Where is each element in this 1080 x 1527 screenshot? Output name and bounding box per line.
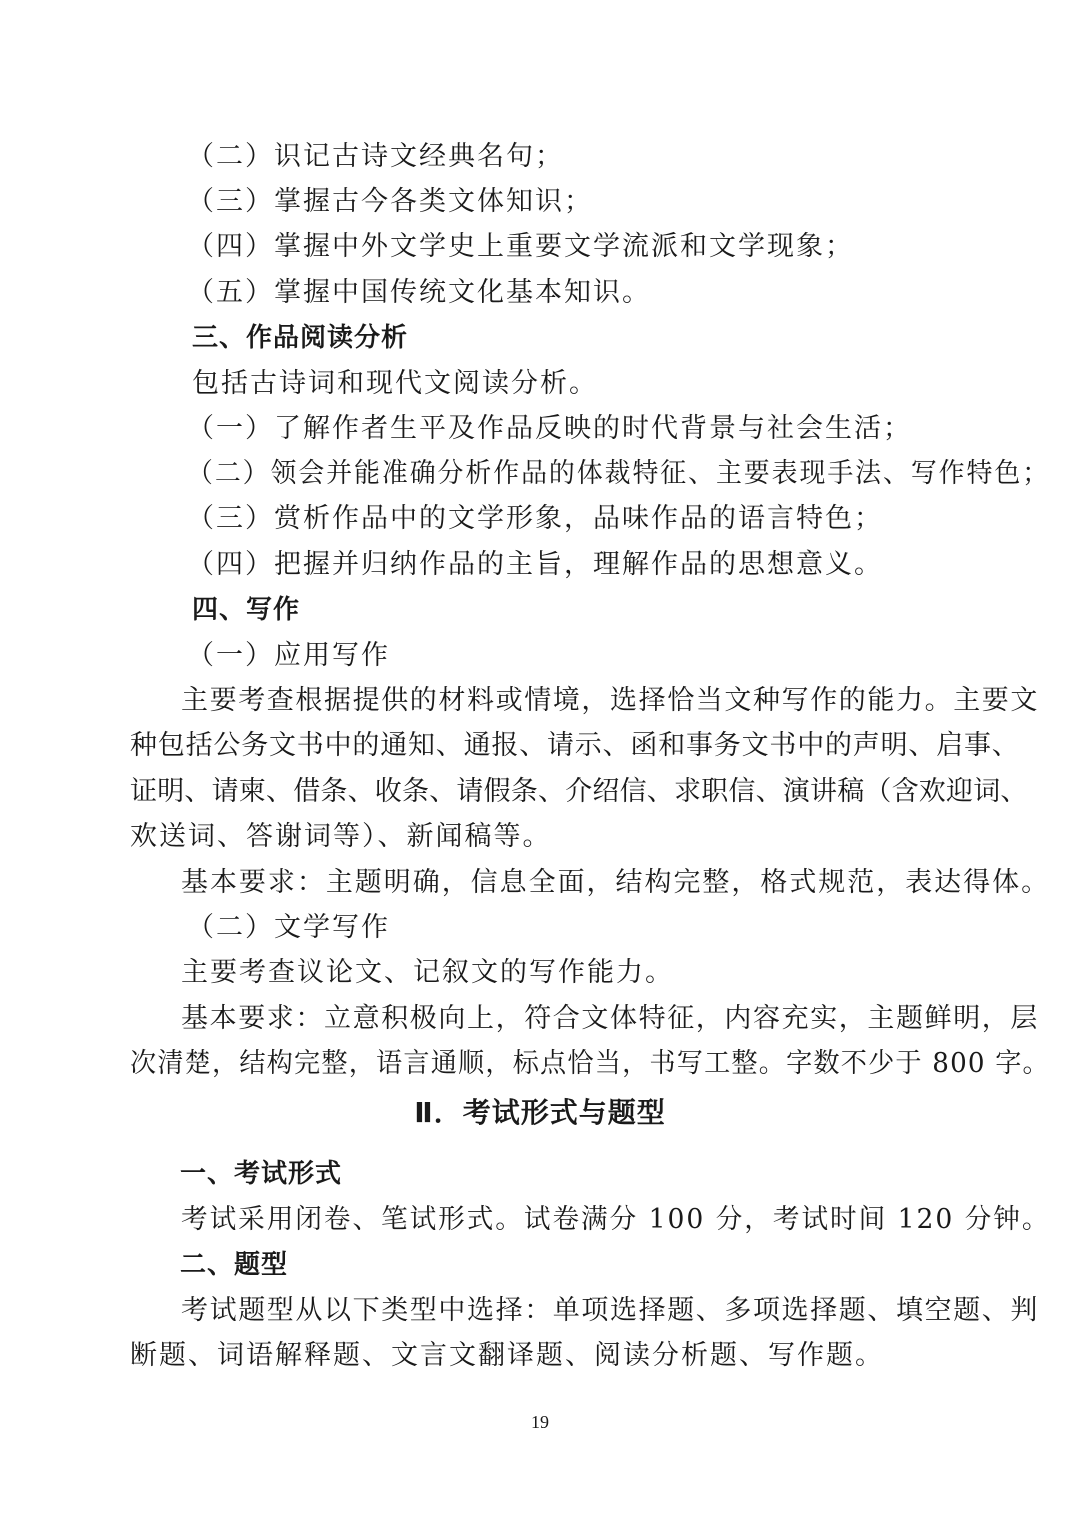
- list-item: （一）了解作者生平及作品反映的时代背景与社会生活；: [187, 413, 912, 444]
- paragraph-line: 基本要求：立意积极向上，符合文体特征，内容充实，主题鲜明，层: [181, 1003, 1039, 1034]
- list-item: （三）赏析作品中的文学形象，品味作品的语言特色；: [187, 503, 883, 534]
- paragraph-line: 包括古诗词和现代文阅读分析。: [192, 368, 598, 399]
- list-item: （二）领会并能准确分析作品的体裁特征、主要表现手法、写作特色；: [187, 458, 1051, 489]
- paragraph-line: 主要考查议论文、记叙文的写作能力。: [181, 957, 674, 988]
- list-item: （三）掌握古今各类文体知识；: [187, 186, 593, 217]
- paragraph-line: 主要考查根据提供的材料或情境，选择恰当文种写作的能力。主要文: [181, 685, 1039, 716]
- paragraph-line: 考试采用闭卷、笔试形式。试卷满分 100 分，考试时间 120 分钟。: [181, 1204, 1051, 1235]
- page-number: 19: [531, 1412, 549, 1432]
- section-heading: 三、作品阅读分析: [192, 323, 409, 353]
- paragraph-line: 考试题型从以下类型中选择：单项选择题、多项选择题、填空题、判: [181, 1295, 1039, 1326]
- section-heading: 一、考试形式: [180, 1159, 343, 1189]
- chapter-heading: Ⅱ．考试形式与题型: [414, 1096, 666, 1129]
- list-item: （四）掌握中外文学史上重要文学流派和文学现象；: [187, 231, 854, 262]
- paragraph-line: 证明、请柬、借条、收条、请假条、介绍信、求职信、演讲稿（含欢迎词、: [130, 776, 1028, 807]
- paragraph-line: 基本要求：主题明确，信息全面，结构完整，格式规范，表达得体。: [181, 867, 1051, 898]
- list-item: （二）识记古诗文经典名句；: [187, 141, 564, 172]
- subsection-heading: （一）应用写作: [187, 640, 390, 671]
- subsection-heading: （二）文学写作: [187, 912, 390, 943]
- paragraph-line: 种包括公务文书中的通知、通报、请示、函和事务文书中的声明、启事、: [130, 730, 1020, 761]
- list-item: （五）掌握中国传统文化基本知识。: [187, 277, 651, 308]
- section-heading: 二、题型: [180, 1250, 289, 1280]
- paragraph-line: 次清楚，结构完整，语言通顺，标点恰当，书写工整。字数不少于 800 字。: [130, 1048, 1050, 1079]
- section-heading: 四、写作: [192, 595, 301, 625]
- paragraph-line: 断题、词语解释题、文言文翻译题、阅读分析题、写作题。: [130, 1340, 884, 1371]
- paragraph-line: 欢送词、答谢词等）、新闻稿等。: [130, 821, 552, 852]
- list-item: （四）把握并归纳作品的主旨，理解作品的思想意义。: [187, 549, 883, 580]
